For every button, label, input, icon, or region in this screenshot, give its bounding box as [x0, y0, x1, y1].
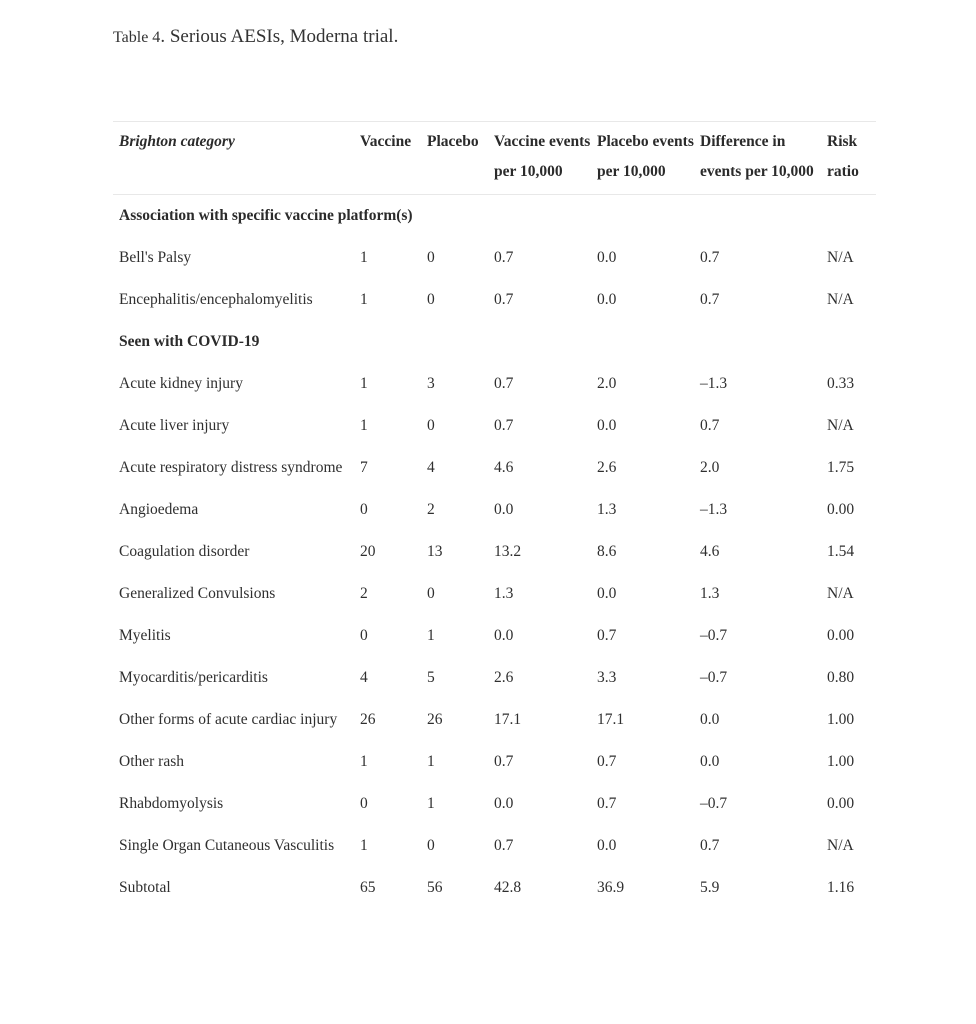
cell-vaccine: 0	[360, 627, 368, 644]
cell-difference: 1.3	[700, 585, 720, 602]
cell-difference: 0.7	[700, 417, 720, 434]
table-caption-label: Table 4	[113, 29, 161, 46]
table-caption-text: . Serious AESIs, Moderna trial.	[160, 26, 399, 47]
cell-category: Generalized Convulsions	[119, 585, 276, 602]
cell-difference: 0.0	[700, 711, 720, 728]
cell-vaccine: 1	[360, 291, 368, 308]
table-row	[113, 237, 876, 279]
table-row	[113, 489, 876, 531]
cell-risk-ratio: N/A	[827, 837, 854, 854]
cell-risk-ratio: 0.00	[827, 501, 855, 518]
cell-category: Acute respiratory distress syndrome	[119, 459, 343, 476]
cell-risk-ratio: 1.75	[827, 459, 855, 476]
cell-placebo: 0	[427, 291, 435, 308]
header-placebo: Placebo	[427, 133, 479, 150]
cell-difference: 5.9	[700, 879, 720, 896]
cell-vaccine: 26	[360, 711, 376, 728]
cell-vaccine: 0	[360, 795, 368, 812]
cell-vaccine: 1	[360, 417, 368, 434]
cell-vaccine: 1	[360, 837, 368, 854]
section-header-row	[113, 321, 876, 363]
cell-placebo-rate: 0.7	[597, 795, 617, 812]
cell-category: Single Organ Cutaneous Vasculitis	[119, 837, 335, 854]
cell-placebo-rate: 0.0	[597, 249, 617, 266]
cell-category: Myelitis	[119, 627, 171, 644]
cell-category: Other forms of acute cardiac injury	[119, 711, 338, 728]
cell-risk-ratio: 0.33	[827, 375, 855, 392]
cell-vaccine-rate: 0.7	[494, 417, 514, 434]
cell-difference: 2.0	[700, 459, 720, 476]
cell-vaccine-rate: 1.3	[494, 585, 514, 602]
cell-vaccine-rate: 0.7	[494, 837, 514, 854]
cell-placebo: 3	[427, 375, 435, 392]
cell-risk-ratio: 0.80	[827, 669, 855, 686]
table-row	[113, 531, 876, 573]
table-caption	[113, 26, 398, 48]
cell-placebo: 13	[427, 543, 443, 560]
cell-placebo: 1	[427, 627, 435, 644]
cell-risk-ratio: 1.54	[827, 543, 855, 560]
cell-category: Encephalitis/encephalomyelitis	[119, 291, 313, 308]
table-row	[113, 741, 876, 783]
cell-vaccine: 0	[360, 501, 368, 518]
cell-placebo-rate: 0.0	[597, 837, 617, 854]
cell-category: Rhabdomyolysis	[119, 795, 224, 812]
cell-difference: 0.7	[700, 291, 720, 308]
cell-vaccine-rate: 0.0	[494, 501, 514, 518]
header-row	[113, 122, 876, 195]
cell-placebo-rate: 0.7	[597, 627, 617, 644]
table-row	[113, 825, 876, 867]
table-row	[113, 447, 876, 489]
cell-placebo-rate: 17.1	[597, 711, 625, 728]
table-row	[113, 783, 876, 825]
cell-placebo: 0	[427, 417, 435, 434]
cell-placebo-rate: 2.0	[597, 375, 617, 392]
section-header-row	[113, 195, 876, 238]
cell-risk-ratio: 1.00	[827, 753, 855, 770]
cell-vaccine: 2	[360, 585, 368, 602]
cell-risk-ratio: 1.00	[827, 711, 855, 728]
cell-placebo-rate: 0.0	[597, 291, 617, 308]
cell-difference: –1.3	[700, 375, 728, 392]
cell-placebo-rate: 3.3	[597, 669, 617, 686]
cell-category: Acute liver injury	[119, 417, 230, 434]
cell-placebo: 0	[427, 585, 435, 602]
cell-category: Acute kidney injury	[119, 375, 243, 392]
cell-vaccine: 20	[360, 543, 376, 560]
cell-vaccine-rate: 4.6	[494, 459, 514, 476]
cell-vaccine: 1	[360, 249, 368, 266]
header-vaccine-events-per-10000: Vaccine events per 10,000	[494, 133, 591, 180]
cell-vaccine-rate: 0.0	[494, 795, 514, 812]
cell-category: Bell's Palsy	[119, 249, 192, 266]
cell-vaccine-rate: 0.7	[494, 375, 514, 392]
table-header	[113, 122, 876, 195]
aesi-table	[113, 121, 876, 909]
cell-placebo: 5	[427, 669, 435, 686]
cell-risk-ratio: 0.00	[827, 627, 855, 644]
cell-placebo: 0	[427, 837, 435, 854]
cell-placebo-rate: 1.3	[597, 501, 617, 518]
section-title: Association with specific vaccine platform(s)	[119, 207, 413, 224]
header-risk-ratio: Risk ratio	[827, 133, 859, 180]
table-row	[113, 279, 876, 321]
header-brighton-category: Brighton category	[119, 133, 235, 150]
cell-vaccine-rate: 2.6	[494, 669, 514, 686]
table-row	[113, 573, 876, 615]
cell-vaccine: 4	[360, 669, 368, 686]
section-title: Seen with COVID-19	[119, 333, 260, 350]
cell-category: Subtotal	[119, 879, 171, 896]
cell-placebo: 2	[427, 501, 435, 518]
cell-placebo: 1	[427, 753, 435, 770]
cell-placebo-rate: 8.6	[597, 543, 617, 560]
cell-vaccine-rate: 0.0	[494, 627, 514, 644]
cell-placebo-rate: 0.0	[597, 585, 617, 602]
table-row	[113, 615, 876, 657]
cell-category: Myocarditis/pericarditis	[119, 669, 268, 686]
cell-risk-ratio: 0.00	[827, 795, 855, 812]
header-placebo-events-per-10000: Placebo events per 10,000	[597, 133, 694, 180]
cell-placebo-rate: 0.7	[597, 753, 617, 770]
cell-vaccine-rate: 0.7	[494, 753, 514, 770]
cell-placebo: 56	[427, 879, 443, 896]
cell-difference: 0.7	[700, 837, 720, 854]
cell-vaccine-rate: 0.7	[494, 291, 514, 308]
cell-difference: –1.3	[700, 501, 728, 518]
cell-category: Coagulation disorder	[119, 543, 250, 560]
cell-category: Other rash	[119, 753, 184, 770]
table-row	[113, 699, 876, 741]
cell-risk-ratio: N/A	[827, 585, 854, 602]
table-row	[113, 405, 876, 447]
cell-difference: 0.7	[700, 249, 720, 266]
cell-vaccine-rate: 17.1	[494, 711, 522, 728]
cell-difference: –0.7	[700, 795, 728, 812]
header-difference-in-events: Difference in events per 10,000	[700, 133, 814, 180]
table-row	[113, 867, 876, 909]
cell-vaccine: 1	[360, 375, 368, 392]
cell-vaccine: 7	[360, 459, 368, 476]
cell-risk-ratio: N/A	[827, 417, 854, 434]
cell-placebo: 0	[427, 249, 435, 266]
cell-vaccine: 65	[360, 879, 376, 896]
cell-risk-ratio: N/A	[827, 291, 854, 308]
table-body	[113, 195, 876, 910]
cell-placebo-rate: 36.9	[597, 879, 625, 896]
cell-risk-ratio: 1.16	[827, 879, 855, 896]
cell-difference: –0.7	[700, 627, 728, 644]
table-row	[113, 363, 876, 405]
cell-placebo: 26	[427, 711, 443, 728]
cell-placebo-rate: 0.0	[597, 417, 617, 434]
cell-difference: –0.7	[700, 669, 728, 686]
cell-placebo: 4	[427, 459, 435, 476]
cell-placebo: 1	[427, 795, 435, 812]
cell-difference: 0.0	[700, 753, 720, 770]
cell-vaccine-rate: 42.8	[494, 879, 522, 896]
cell-category: Angioedema	[119, 501, 199, 518]
table-row	[113, 657, 876, 699]
header-vaccine: Vaccine	[360, 133, 412, 150]
cell-placebo-rate: 2.6	[597, 459, 617, 476]
cell-vaccine-rate: 0.7	[494, 249, 514, 266]
cell-vaccine: 1	[360, 753, 368, 770]
cell-difference: 4.6	[700, 543, 720, 560]
cell-risk-ratio: N/A	[827, 249, 854, 266]
cell-vaccine-rate: 13.2	[494, 543, 522, 560]
